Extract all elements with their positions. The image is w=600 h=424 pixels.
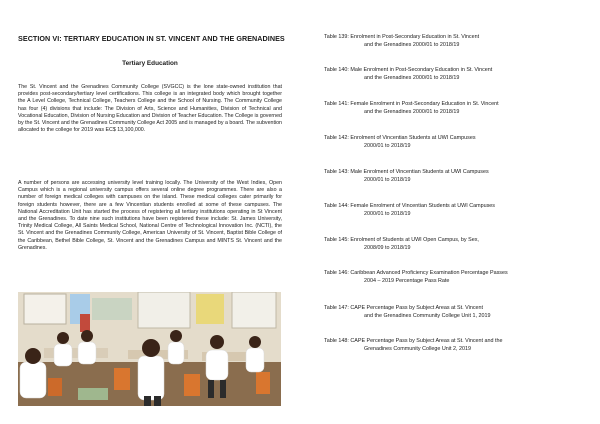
- table-caption-line: Table 142: Enrolment of Vincentian Students at UWI Campuses: [324, 135, 476, 141]
- table-list-item: [324, 135, 586, 150]
- table-caption-line: Table 144: Female Enrolment of Vincentian Students at UWI Campuses: [324, 203, 495, 209]
- table-list-item: [324, 67, 586, 82]
- table-caption-line: Table 148: CAPE Percentage Pass by Subject Areas at St. Vincent and the: [324, 338, 503, 344]
- table-caption-line: 2008/09 to 2018/19: [364, 244, 411, 251]
- subsection-title: Tertiary Education: [122, 60, 178, 67]
- table-caption-line: 2000/01 to 2018/19: [364, 142, 411, 149]
- table-caption-line: Table 146: Caribbean Advanced Proficiency Examination Percentage Passes: [324, 270, 508, 276]
- table-list-item: [324, 270, 586, 285]
- table-list-item: [324, 338, 586, 353]
- table-caption-line: Table 147: CAPE Percentage Pass by Subject Areas at St. Vincent: [324, 305, 484, 311]
- table-list-item: [324, 101, 586, 116]
- table-caption-line: and the Grenadines 2000/01 to 2018/19: [364, 41, 460, 48]
- table-list-item: [324, 169, 586, 184]
- table-caption-line: and the Grenadines 2000/01 to 2018/19: [364, 108, 460, 115]
- table-caption-line: Table 140: Male Enrolment in Post-Secondary Education in St. Vincent: [324, 67, 493, 73]
- paragraph-university-training: A number of persons are accessing university level training locally. The University of the West Indies, Open Campus which is a regional university campus offers several online degree programmes. There are also a number of foreign medical colleges with campuses on the island. These medical colleges cater primarily for foreign students however, there are a few Vincentian students enrolled at some of these campuses. The National Accreditation Unit has started the process of registering all tertiary institutions operating in St Vincent and the Grenadines. To date nine such institutions have been registered these include: St. James University, Trinity Medical College, All Saints Medical School, National Centre of Technological Innovation Inc. (NCTI), the St. Vincent and the Grenadines Community College, American University of St. Vincent, Baptist Bible College of the Caribbean, Bethel Bible College, St. Vincent and the Grenadines Campus and MINTS St. Vincent and the Grenadines.: [18, 180, 282, 251]
- table-list-item: [324, 237, 586, 252]
- table-caption-line: 2000/01 to 2018/19: [364, 176, 411, 183]
- paragraph-svgcc: The St. Vincent and the Grenadines Community College (SVGCC) is the lone state-owned institution that provides post-secondary/tertiary level certifications. This college is an integrated body which brought together the A Level College, Technical College, Teachers College and the School of Nursing. The Community College has four (4) divisions that include: The Division of Arts, Science and Humanities, Division of Technical and Vocational Education, Division of Nursing Education and Division of Teacher Education. The College is governed by the St. Vincent and the Grenadines Community College Act 2005 and is managed by a board. The subvention allocated to the college for 2019 was EC$ 13,100,000.: [18, 84, 282, 134]
- table-list-item: [324, 305, 586, 320]
- table-caption-line: and the Grenadines 2000/01 to 2018/19: [364, 74, 460, 81]
- table-caption-line: 2000/01 to 2018/19: [364, 210, 411, 217]
- right-page: [300, 0, 600, 424]
- table-caption-line: Grenadines Community College Unit 2, 2019: [364, 345, 471, 352]
- section-title: SECTION VI: TERTIARY EDUCATION IN ST. VINCENT AND THE GRENADINES: [18, 34, 285, 43]
- table-caption-line: 2004 – 2019 Percentage Pass Rate: [364, 277, 450, 284]
- table-caption-line: Table 141: Female Enrolment in Post-Secondary Education in St. Vincent: [324, 101, 499, 107]
- table-caption-line: Table 139: Enrolment in Post-Secondary Education in St. Vincent: [324, 34, 480, 40]
- table-caption-line: and the Grenadines Community College Unit 1, 2019: [364, 312, 491, 319]
- table-list-item: [324, 34, 586, 49]
- table-caption-line: Table 143: Male Enrolment of Vincentian Students at UWI Campuses: [324, 169, 489, 175]
- classroom-photo: [18, 292, 281, 406]
- table-list-item: [324, 203, 586, 218]
- table-caption-line: Table 145: Enrolment of Students at UWI Open Campus, by Sex,: [324, 237, 479, 243]
